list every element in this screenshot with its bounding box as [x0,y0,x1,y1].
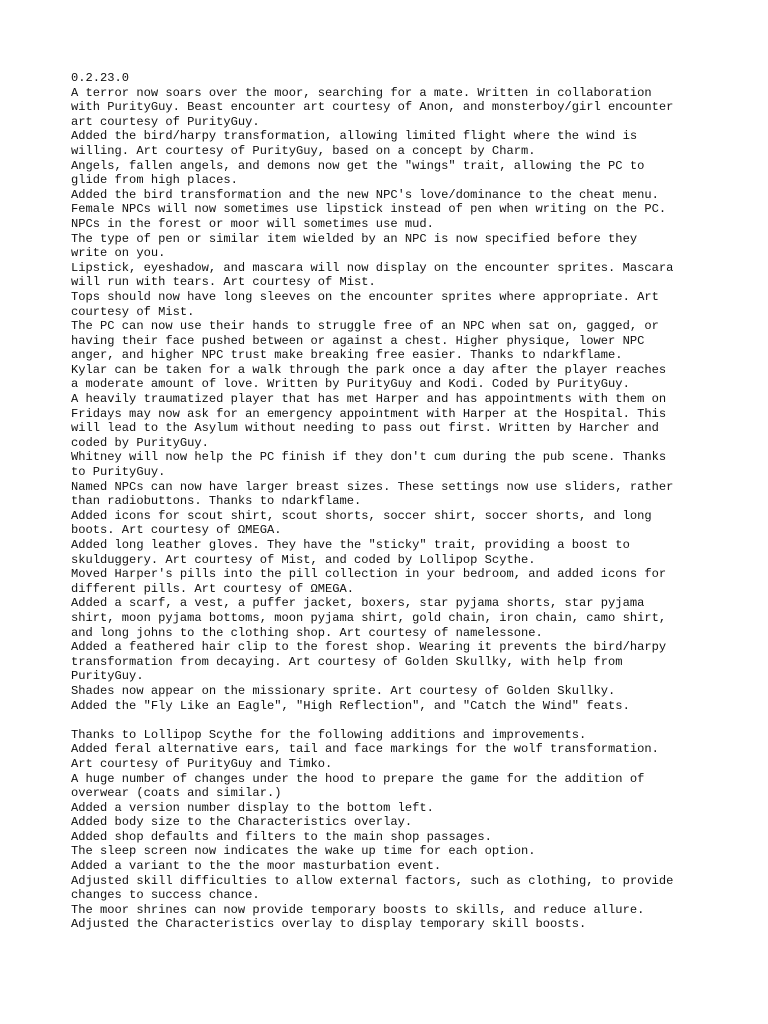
text-line: Added icons for scout shirt, scout shorts, soccer shirt, soccer shorts, and long [71,508,652,523]
text-line: A heavily traumatized player that has met Harper and has appointments with them on [71,392,667,407]
text-line: will run with tears. Art courtesy of Mist. [71,275,376,290]
text-line: skulduggery. Art courtesy of Mist, and coded by Lollipop Scythe. [71,552,536,567]
text-line: Whitney will now help the PC finish if they don't cum during the pub scene. Thanks [71,450,667,465]
text-line: Shades now appear on the missionary sprite. Art courtesy of Golden Skullky. [71,683,616,698]
text-line: a moderate amount of love. Written by PurityGuy and Kodi. Coded by PurityGuy. [71,377,630,392]
version-heading: 0.2.23.0 [71,71,130,85]
text-line: Named NPCs can now have larger breast sizes. These settings now use sliders, rather [71,479,674,494]
text-line: having their face pushed between or against a chest. Higher physique, lower NPC [71,333,645,348]
text-line: Added long leather gloves. They have the "sticky" trait, providing a boost to [71,538,630,552]
text-line: Added a version number display to the bottom left. [71,800,434,815]
text-line: with PurityGuy. Beast encounter art courtesy of Anon, and monsterboy/girl encounter [71,100,674,115]
text-line: Art courtesy of PurityGuy and Timko. [71,756,333,771]
text-line: Kylar can be taken for a walk through the park once a day after the player reaches [71,362,667,377]
text-line: A huge number of changes under the hood to prepare the game for the addition of [71,771,645,786]
text-line: The type of pen or similar item wielded by an NPC is now specified before they [71,231,638,246]
text-line: Adjusted the Characteristics overlay to display temporary skill boosts. [71,917,587,932]
text-line: willing. Art courtesy of PurityGuy, based on a concept by Charm. [71,143,536,158]
text-line: Tops should now have long sleeves on the encounter sprites where appropriate. Art [71,289,659,304]
text-line: transformation from decaying. Art courtesy of Golden Skullky, with help from [71,654,623,669]
text-line: shirt, moon pyjama bottoms, moon pyjama shirt, gold chain, iron chain, camo shirt, [71,610,667,625]
text-line: Added the "Fly Like an Eagle", "High Reflection", and "Catch the Wind" feats. [71,698,630,713]
text-line: PurityGuy. [71,669,144,684]
text-line: Added shop defaults and filters to the main shop passages. [71,829,492,844]
text-line: boots. Art courtesy of ΩMEGA. [71,523,282,538]
text-line: glide from high places. [71,173,238,188]
text-line: Thanks to Lollipop Scythe for the following additions and improvements. [71,727,587,742]
text-line: write on you. [71,246,166,261]
text-line: than radiobuttons. Thanks to ndarkflame. [71,494,362,509]
text-line: A terror now soars over the moor, searching for a mate. Written in collaboration [71,85,652,100]
text-line: Added body size to the Characteristics overlay. [71,815,413,830]
text-line: will lead to the Asylum without needing to pass out first. Written by Harcher and [71,421,659,436]
text-line: Adjusted skill difficulties to allow external factors, such as clothing, to provide [71,873,674,888]
document-body [71,71,711,932]
text-line: The sleep screen now indicates the wake up time for each option. [71,844,536,859]
text-line: Fridays may now ask for an emergency appointment with Harper at the Hospital. This [71,406,667,421]
text-line: courtesy of Mist. [71,304,195,319]
text-line: NPCs in the forest or moor will sometimes use mud. [71,216,434,231]
text-line: coded by PurityGuy. [71,435,209,450]
text-line [71,713,711,728]
text-line: Angels, fallen angels, and demons now get the "wings" trait, allowing the PC to [71,158,645,173]
text-line: Added the bird/harpy transformation, allowing limited flight where the wind is [71,129,638,144]
text-line: Female NPCs will now sometimes use lipstick instead of pen when writing on the PC. [71,202,667,217]
text-line: art courtesy of PurityGuy. [71,114,260,129]
text-line: The PC can now use their hands to struggle free of an NPC when sat on, gagged, or [71,319,659,334]
text-line: changes to success chance. [71,888,260,903]
text-line: Added the bird transformation and the new NPC's love/dominance to the cheat menu. [71,187,659,202]
text-line: Added feral alternative ears, tail and face markings for the wolf transformation. [71,742,659,757]
text-line: to PurityGuy. [71,465,166,480]
text-line: anger, and higher NPC trust make breaking free easier. Thanks to ndarkflame. [71,348,623,363]
text-line: The moor shrines can now provide temporary boosts to skills, and reduce allure. [71,902,645,917]
text-line: overwear (coats and similar.) [71,786,282,801]
text-line: Added a variant to the the moor masturbation event. [71,859,442,874]
text-line: Moved Harper's pills into the pill collection in your bedroom, and added icons for [71,567,667,582]
text-line: Added a scarf, a vest, a puffer jacket, boxers, star pyjama shorts, star pyjama [71,596,645,611]
text-line: and long johns to the clothing shop. Art courtesy of namelessone. [71,625,543,640]
text-line: Lipstick, eyeshadow, and mascara will now display on the encounter sprites. Mascara [71,260,674,275]
text-line: different pills. Art courtesy of ΩMEGA. [71,581,355,596]
text-line: Added a feathered hair clip to the forest shop. Wearing it prevents the bird/harpy [71,640,667,655]
